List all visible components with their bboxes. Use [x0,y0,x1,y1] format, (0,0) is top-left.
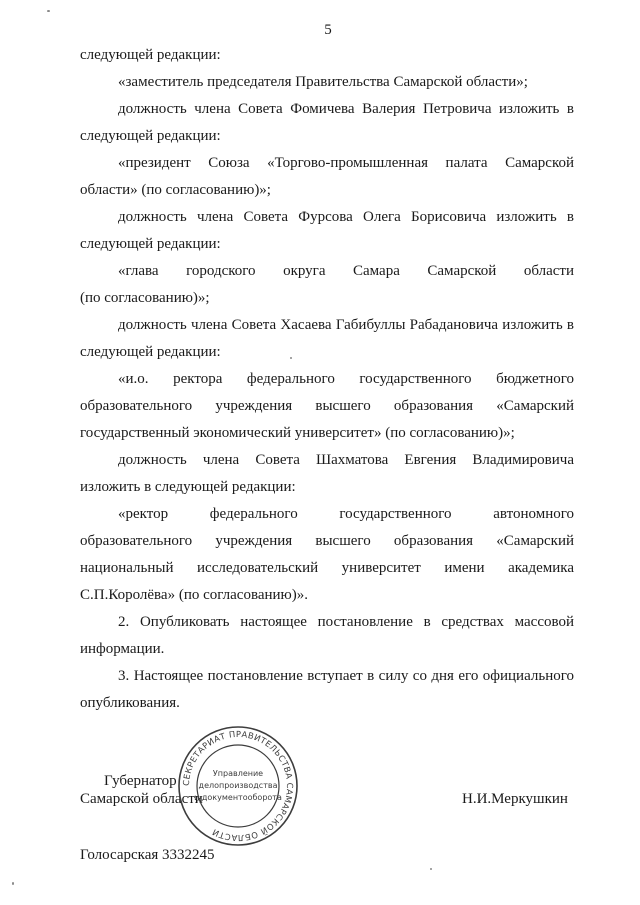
scan-speck [47,10,50,12]
page-number: 5 [324,22,332,38]
scan-speck [12,882,14,885]
text-line: «заместитель председателя Правительства Самарской области»; [118,74,528,90]
signature-title: Губернатор [104,773,177,789]
text-line: следующей редакции: [80,47,221,63]
text-line: следующей редакции: [80,236,221,252]
stamp-inner-line: и документооборота [194,793,282,802]
text-line: области» (по согласованию)»; [80,182,271,198]
text-line: государственный экономический университет» (по согласованию)»; [80,425,515,441]
text-line: 3. Настоящее постановление вступает в силу со дня его официального [118,668,574,684]
text-line: следующей редакции: [80,344,221,360]
text-line: «и.о. ректора федерального государственного бюджетного [118,371,574,387]
text-line: изложить в следующей редакции: [80,479,296,495]
text-line: образовательного учреждения высшего образования «Самарский [80,398,574,414]
text-line: «глава городского округа Самара Самарской области [118,263,574,279]
text-line: должность члена Совета Фурсова Олега Борисовича изложить в [118,209,574,225]
text-line: должность члена Совета Хасаева Габибуллы Рабадановича изложить в [118,317,574,333]
stamp-inner-line: делопроизводства [198,781,278,790]
text-line: опубликования. [80,695,180,711]
text-line: образовательного учреждения высшего образования «Самарский [80,533,574,549]
signatory-name: Н.И.Меркушкин [462,791,568,807]
signature-title-region: Самарской области [80,791,203,807]
text-line: «ректор федерального государственного автономного [118,506,574,522]
text-line: «президент Союза «Торгово-промышленная палата Самарской [118,155,574,171]
executor-line: Голосарская 3332245 [80,847,215,863]
stamp-outer-text: СЕКРЕТАРИАТ ПРАВИТЕЛЬСТВА САМАРСКОЙ ОБЛАСТИ [180,728,296,844]
text-line: информации. [80,641,165,657]
text-line: 2. Опубликовать настоящее постановление в средствах массовой [118,614,574,630]
scan-speck [430,868,432,870]
text-line: должность члена Совета Шахматова Евгения Владимировича [118,452,574,468]
stamp-inner-line: Управление [212,769,264,778]
text-line: С.П.Королёва» (по согласованию)». [80,587,309,603]
text-line: (по согласованию)»; [80,290,210,306]
text-line: национальный исследовательский университет имени академика [80,560,574,576]
text-line: следующей редакции: [80,128,221,144]
text-line: должность члена Совета Фомичева Валерия Петровича изложить в [118,101,574,117]
scan-speck [290,357,292,359]
official-stamp [176,724,300,848]
